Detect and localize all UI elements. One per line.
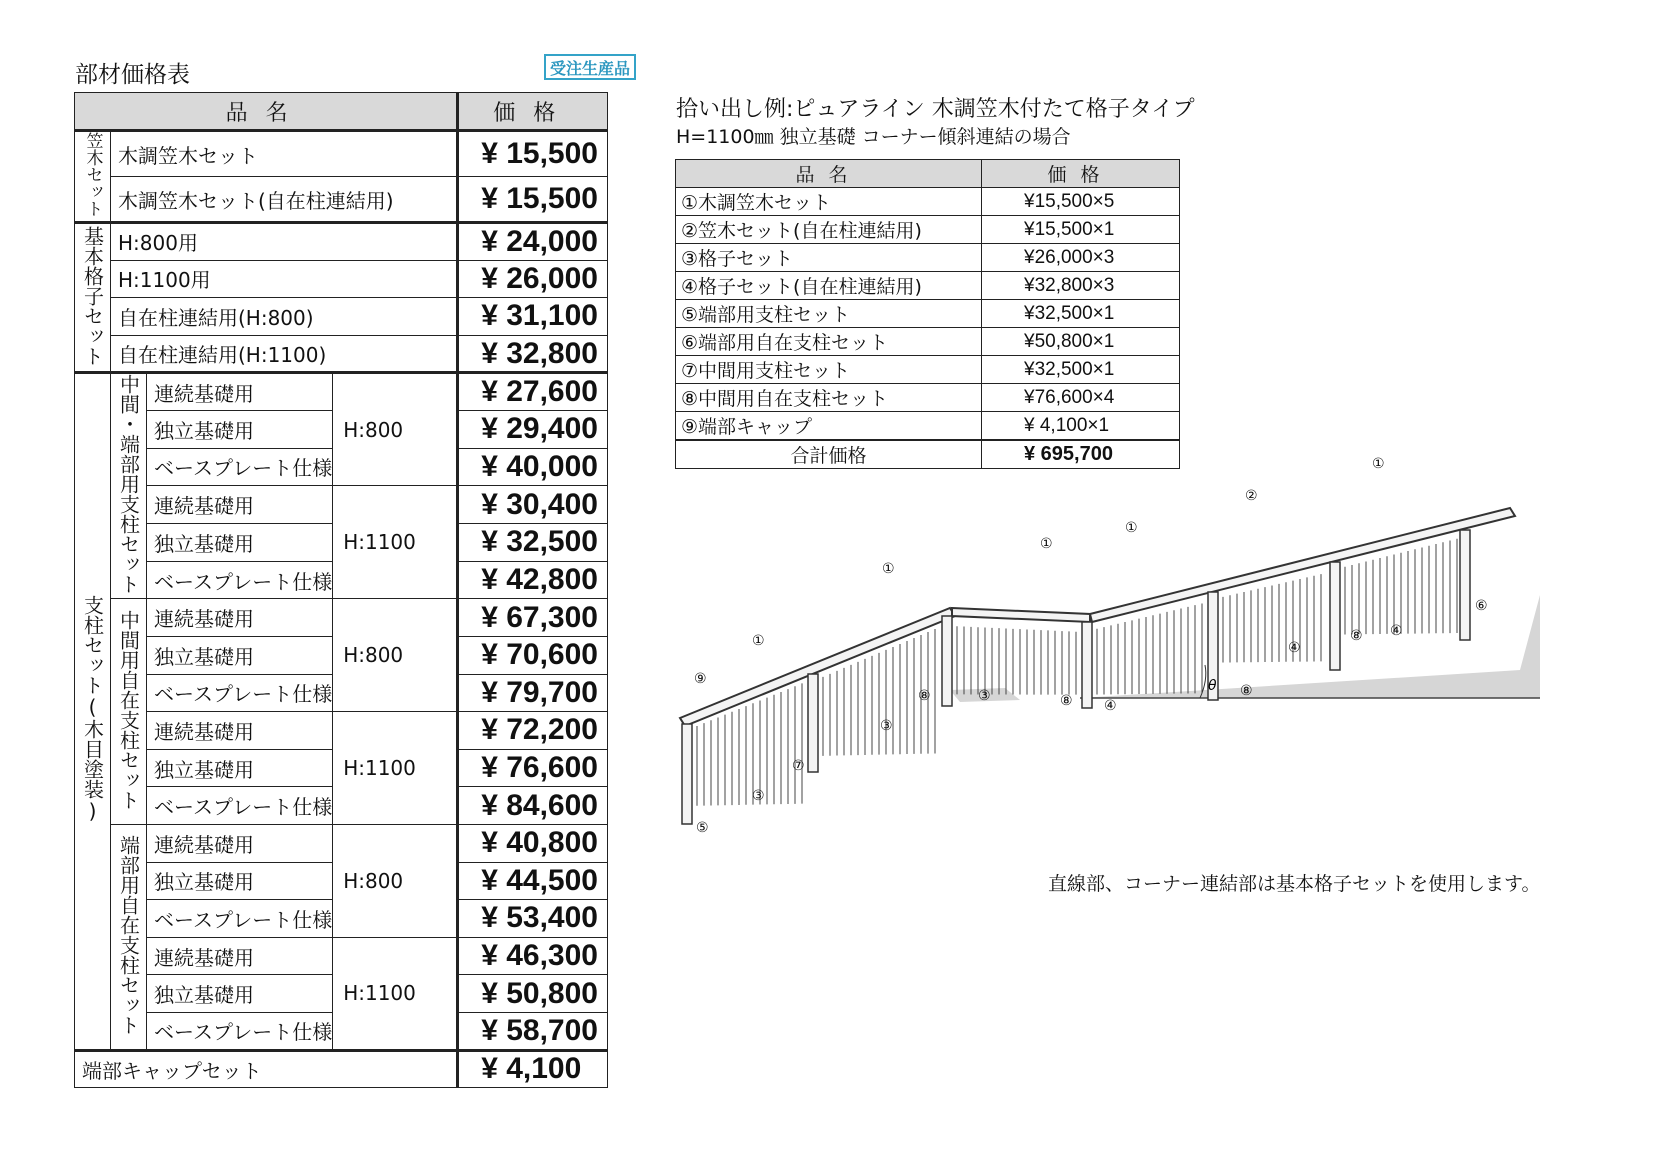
example-item-name: ③格子セット — [676, 244, 982, 272]
group-label-chukan-jizai: 中間用自在支柱セット — [111, 599, 147, 825]
table-row — [676, 300, 1180, 328]
example-item-name: ②笠木セット(自在柱連結用) — [676, 216, 982, 244]
table-row — [75, 486, 608, 524]
price-table-title: 部材価格表 — [75, 62, 190, 88]
table-row — [676, 356, 1180, 384]
example-item-price: ¥ 4,100×1 — [982, 412, 1180, 441]
example-item-name: ⑥端部用自在支柱セット — [676, 328, 982, 356]
item-price: ¥ 58,700 — [458, 1012, 608, 1050]
example-item-price: ¥32,800×3 — [982, 272, 1180, 300]
item-name: 独立基礎用 — [147, 524, 333, 562]
item-name: ベースプレート仕様 — [147, 448, 333, 486]
example-item-name: ⑦中間用支柱セット — [676, 356, 982, 384]
angle-label: θ — [1208, 678, 1217, 694]
total-label: 合計価格 — [676, 440, 982, 469]
example-title: 拾い出し例:ピュアライン 木調笠木付たて格子タイプ — [676, 97, 1195, 122]
item-name: 木調笠木セット — [111, 131, 458, 177]
height-label: H:1100 — [333, 937, 458, 1050]
post — [1460, 530, 1470, 640]
example-item-name: ①木調笠木セット — [676, 188, 982, 216]
example-header-price: 価格 — [982, 160, 1180, 188]
table-row — [676, 216, 1180, 244]
item-price: ¥ 4,100 — [458, 1050, 608, 1088]
callout: ③ — [978, 688, 991, 704]
example-item-price: ¥32,500×1 — [982, 300, 1180, 328]
item-name: H:800用 — [111, 223, 458, 261]
table-row — [75, 298, 608, 336]
callout: ① — [1125, 520, 1138, 536]
item-name: 木調笠木セット(自在柱連結用) — [111, 177, 458, 223]
table-row — [75, 223, 608, 261]
callout: ① — [1040, 536, 1053, 552]
item-price: ¥ 53,400 — [458, 900, 608, 938]
header-name: 品名 — [75, 93, 458, 131]
callout: ④ — [1104, 698, 1117, 714]
group-label-kihon: 基本格子セット — [75, 223, 111, 373]
item-name: 連続基礎用 — [147, 824, 333, 862]
item-price: ¥ 32,500 — [458, 524, 608, 562]
item-name: 連続基礎用 — [147, 373, 333, 411]
item-price: ¥ 15,500 — [458, 131, 608, 177]
group-label-shichu: 支柱セット(木目塗装) — [75, 373, 111, 1050]
example-header-name: 品名 — [676, 160, 982, 188]
table-row — [676, 328, 1180, 356]
item-price: ¥ 79,700 — [458, 674, 608, 712]
callout: ⑦ — [792, 758, 805, 774]
item-name: ベースプレート仕様 — [147, 674, 333, 712]
example-item-name: ⑨端部キャップ — [676, 412, 982, 441]
callout: ④ — [1390, 623, 1403, 639]
item-price: ¥ 27,600 — [458, 373, 608, 411]
item-price: ¥ 84,600 — [458, 787, 608, 825]
handrail-3 — [1090, 508, 1515, 622]
callout: ④ — [1288, 640, 1301, 656]
item-price: ¥ 40,000 — [458, 448, 608, 486]
table-row — [676, 272, 1180, 300]
item-price: ¥ 72,200 — [458, 712, 608, 750]
header-price: 価格 — [458, 93, 608, 131]
callout: ⑧ — [1240, 683, 1253, 699]
callout: ① — [1372, 456, 1385, 472]
item-price: ¥ 67,300 — [458, 599, 608, 637]
callout: ⑤ — [696, 820, 709, 836]
callout: ③ — [880, 718, 893, 734]
table-row — [75, 937, 608, 975]
item-name: 連続基礎用 — [147, 599, 333, 637]
price-table — [74, 92, 608, 1088]
item-name: 独立基礎用 — [147, 410, 333, 448]
item-price: ¥ 50,800 — [458, 975, 608, 1013]
callout: ⑧ — [918, 688, 931, 704]
made-to-order-badge: 受注生産品 — [544, 54, 636, 80]
callout: ⑥ — [1475, 598, 1488, 614]
item-name: 独立基礎用 — [147, 636, 333, 674]
item-price: ¥ 32,800 — [458, 335, 608, 373]
item-name: 連続基礎用 — [147, 937, 333, 975]
item-name: 自在柱連結用(H:800) — [111, 298, 458, 336]
total-row — [676, 440, 1180, 469]
item-price: ¥ 70,600 — [458, 636, 608, 674]
example-item-name: ⑤端部用支柱セット — [676, 300, 982, 328]
table-row — [75, 335, 608, 373]
example-item-price: ¥26,000×3 — [982, 244, 1180, 272]
callout: ① — [882, 561, 895, 577]
post — [1082, 622, 1092, 708]
height-label: H:1100 — [333, 712, 458, 825]
handrail-2 — [952, 608, 1090, 622]
callout: ① — [752, 633, 765, 649]
item-price: ¥ 26,000 — [458, 260, 608, 298]
post — [808, 674, 818, 772]
height-label: H:1100 — [333, 486, 458, 599]
table-row — [75, 373, 608, 411]
callout: ③ — [752, 788, 765, 804]
item-price: ¥ 76,600 — [458, 749, 608, 787]
item-price: ¥ 46,300 — [458, 937, 608, 975]
group-label-tanbu-jizai: 端部用自在支柱セット — [111, 824, 147, 1050]
item-price: ¥ 40,800 — [458, 824, 608, 862]
item-name: ベースプレート仕様 — [147, 1012, 333, 1050]
example-item-price: ¥50,800×1 — [982, 328, 1180, 356]
example-item-name: ⑧中間用自在支柱セット — [676, 384, 982, 412]
group-label-kasagi: 笠木セット — [75, 131, 111, 223]
table-row — [676, 244, 1180, 272]
table-row — [75, 712, 608, 750]
item-price: ¥ 42,800 — [458, 561, 608, 599]
item-name: 連続基礎用 — [147, 486, 333, 524]
item-price: ¥ 29,400 — [458, 410, 608, 448]
table-row — [676, 412, 1180, 441]
table-row — [676, 188, 1180, 216]
item-name: 独立基礎用 — [147, 749, 333, 787]
callout: ② — [1245, 488, 1258, 504]
post — [942, 616, 952, 706]
item-name: 連続基礎用 — [147, 712, 333, 750]
item-name: 自在柱連結用(H:1100) — [111, 335, 458, 373]
table-row — [75, 1050, 608, 1088]
post — [1330, 562, 1340, 670]
item-name: 独立基礎用 — [147, 862, 333, 900]
example-item-price: ¥15,500×5 — [982, 188, 1180, 216]
usage-note: 直線部、コーナー連結部は基本格子セットを使用します。 — [1048, 873, 1541, 895]
item-name: H:1100用 — [111, 260, 458, 298]
height-label: H:800 — [333, 824, 458, 937]
callout: ⑧ — [1060, 693, 1073, 709]
height-label: H:800 — [333, 599, 458, 712]
example-item-name: ④格子セット(自在柱連結用) — [676, 272, 982, 300]
post — [682, 724, 692, 824]
item-name: ベースプレート仕様 — [147, 900, 333, 938]
item-price: ¥ 31,100 — [458, 298, 608, 336]
item-name: 独立基礎用 — [147, 975, 333, 1013]
example-table — [675, 159, 1180, 469]
example-item-price: ¥76,600×4 — [982, 384, 1180, 412]
item-price: ¥ 15,500 — [458, 177, 608, 223]
table-row — [75, 599, 608, 637]
table-row — [75, 177, 608, 223]
slope-ground — [1080, 595, 1540, 698]
callout: ⑧ — [1350, 628, 1363, 644]
item-price: ¥ 44,500 — [458, 862, 608, 900]
table-row — [75, 260, 608, 298]
total-price: ¥ 695,700 — [982, 440, 1180, 469]
example-header — [676, 160, 1180, 188]
price-table-header — [75, 93, 608, 131]
callout: ⑨ — [694, 671, 707, 687]
group-label-chukan-tanbu: 中間・端部用支柱セット — [111, 373, 147, 599]
item-name: 端部キャップセット — [75, 1050, 458, 1088]
table-row — [75, 131, 608, 177]
table-row — [75, 824, 608, 862]
table-row — [676, 384, 1180, 412]
item-name: ベースプレート仕様 — [147, 787, 333, 825]
item-price: ¥ 30,400 — [458, 486, 608, 524]
example-item-price: ¥32,500×1 — [982, 356, 1180, 384]
item-price: ¥ 24,000 — [458, 223, 608, 261]
example-item-price: ¥15,500×1 — [982, 216, 1180, 244]
example-subtitle: H=1100㎜ 独立基礎 コーナー傾斜連結の場合 — [676, 126, 1071, 148]
item-name: ベースプレート仕様 — [147, 561, 333, 599]
height-label: H:800 — [333, 373, 458, 486]
